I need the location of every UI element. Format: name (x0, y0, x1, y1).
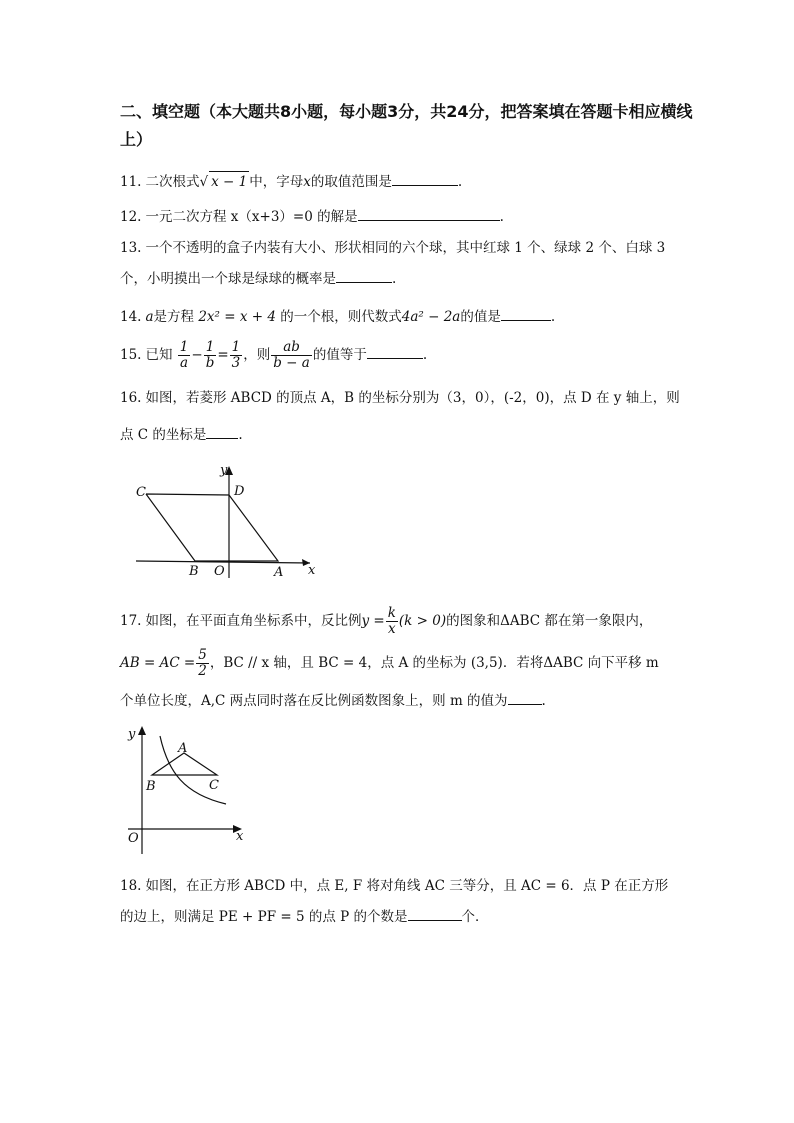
question-14: 14. a是方程 2x² = x + 4 的一个根，则代数式4a² − 2a的值是 . (120, 306, 555, 327)
inverse-function-figure (118, 722, 250, 858)
fraction: $\frac{ab}{b - a}$ (273, 339, 310, 371)
section-heading: 二、填空题（本大题共8小题，每小题3分，共24分，把答案填在答题卡相应横线上） (120, 102, 693, 149)
fraction: $\frac{1}{a}$ (179, 339, 189, 371)
label-D: D (234, 484, 245, 499)
question-16-line2: 点 C 的坐标是 . (120, 424, 243, 445)
label-x: x (236, 829, 244, 844)
question-18: 18. 如图，在正方形 ABCD 中，点 E, F 将对角线 AC 三等分，且 AC = 6．点 P 在正方形 (120, 878, 669, 894)
fraction: $\frac{1}{3}$ (231, 339, 241, 371)
y-axis-arrow (138, 726, 146, 735)
question-17: 17. 如图，在平面直角坐标系中，反比例y = $\frac{k}{x}$ (k > 0)的图象和ΔABC 都在第一象限内， (120, 605, 653, 637)
label-A: A (274, 565, 284, 580)
fraction: $\frac{k}{x}$ (387, 605, 396, 637)
label-C: C (209, 778, 219, 793)
question-17-line3: 个单位长度，A,C 两点同时落在反比例函数图象上，则 m 的值为 . (120, 690, 546, 711)
rhombus-ABCD (146, 494, 278, 561)
question-18-line2: 的边上，则满足 PE + PF = 5 的点 P 的个数是 个． (120, 906, 489, 927)
label-C: C (136, 485, 146, 500)
label-y: y (220, 463, 228, 478)
fraction: $\frac{1}{b}$ (205, 339, 215, 371)
hyperbola-curve (160, 736, 226, 804)
label-A: A (178, 741, 188, 756)
question-13: 13. 一个不透明的盒子内装有大小、形状相同的六个球，其中红球 1 个、绿球 2 个、白球 3 (120, 240, 666, 256)
label-B: B (146, 779, 156, 794)
label-x: x (308, 563, 316, 578)
label-y: y (128, 727, 136, 742)
question-17-line2: AB = AC = $\frac{5}{2}$ ，BC // x 轴，且 BC = 4，点 A 的坐标为 (3,5)．若将ΔABC 向下平移 m (120, 647, 659, 679)
answer-blank[interactable] (206, 424, 238, 439)
label-B: B (189, 564, 199, 579)
label-O: O (214, 564, 225, 579)
answer-blank[interactable] (408, 906, 462, 921)
question-16: 16. 如图，若菱形 ABCD 的顶点 A，B 的坐标分别为（3，0），(-2，0)，点 D 在 y 轴上，则 (120, 390, 680, 406)
answer-blank[interactable] (508, 690, 542, 705)
radical: x − 1 (209, 171, 249, 192)
label-O: O (128, 831, 139, 846)
answer-blank[interactable] (392, 171, 458, 186)
question-15: 15. 已知 $\frac{1}{a}$ − $\frac{1}{b}$ = $\frac{1}{3}$ ，则 $\frac{ab}{b - a}$ 的值等于 . (120, 339, 428, 371)
answer-blank[interactable] (501, 306, 551, 321)
fraction: $\frac{5}{2}$ (198, 647, 207, 679)
rhombus-figure (128, 458, 328, 583)
question-11: 11. 二次根式√ x − 1 中，字母x的取值范围是 . (120, 171, 462, 192)
triangle-ABC (152, 753, 217, 775)
question-12: 12. 一元二次方程 x（x+3）=0 的解是 . (120, 206, 504, 227)
answer-blank[interactable] (358, 206, 500, 221)
question-13-line2: 个，小明摸出一个球是绿球的概率是 . (120, 268, 396, 289)
answer-blank[interactable] (336, 268, 392, 283)
answer-blank[interactable] (367, 344, 423, 359)
